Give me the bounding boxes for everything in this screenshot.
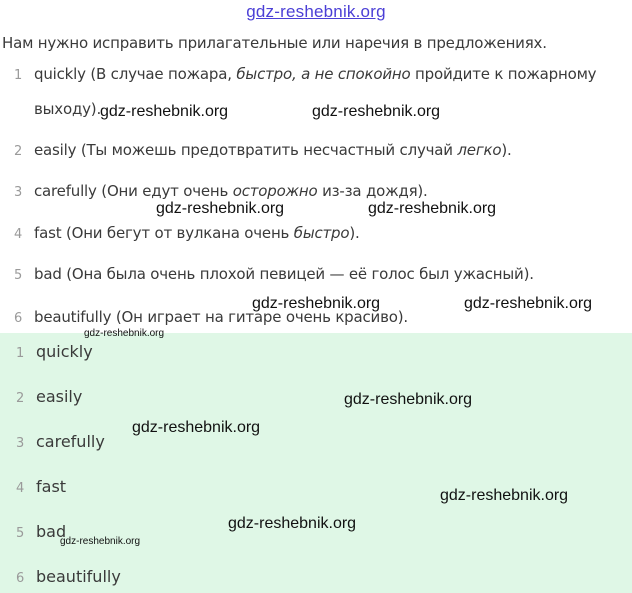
watermark: gdz-reshebnik.org (344, 391, 473, 408)
item-word: bad (34, 265, 62, 283)
item-number: 3 (14, 185, 23, 200)
list-item (14, 259, 534, 291)
list-item (14, 135, 512, 167)
answer-number: 3 (16, 436, 25, 451)
item-text-after: из-за дождя). (317, 182, 428, 200)
item-italic: легко (457, 141, 502, 159)
item-text-after: пройдите к пожарному (410, 65, 597, 83)
item-number: 1 (14, 68, 23, 83)
answer-item (16, 477, 66, 496)
item-number: 4 (14, 227, 23, 242)
item-text: (Они бегут от вулкана очень (61, 224, 294, 242)
answer-word: carefully (36, 432, 105, 451)
item-italic: быстро, а не спокойно (236, 65, 411, 83)
item-number: 2 (14, 144, 23, 159)
answer-item (16, 387, 82, 406)
item-italic: осторожно (232, 182, 318, 200)
watermark: gdz-reshebnik.org (156, 200, 285, 217)
answers-panel (0, 333, 632, 593)
answer-item (16, 432, 105, 451)
answer-number: 2 (16, 391, 25, 406)
site-header-link[interactable]: gdz-reshebnik.org (246, 2, 386, 21)
item-word: easily (34, 141, 77, 159)
list-item-continuation: выходу). (34, 100, 102, 118)
watermark: gdz-reshebnik.org (100, 103, 229, 120)
item-text-after: ). (501, 141, 512, 159)
list-item (14, 59, 596, 91)
item-text: (Они едут очень (96, 182, 233, 200)
list-item (14, 218, 360, 250)
watermark: gdz-reshebnik.org (368, 200, 497, 217)
item-text: (Он играет на гитаре очень красиво). (111, 308, 408, 326)
watermark: gdz-reshebnik.org (464, 295, 593, 312)
answer-number: 1 (16, 346, 25, 361)
answer-number: 4 (16, 481, 25, 496)
answer-word: fast (36, 477, 67, 496)
item-text: (Ты можешь предотвратить несчастный случай (76, 141, 458, 159)
watermark: gdz-reshebnik.org (228, 515, 357, 532)
watermark: gdz-reshebnik.org (60, 536, 141, 547)
watermark: gdz-reshebnik.org (132, 419, 261, 436)
item-word: beautifully (34, 308, 112, 326)
item-text: (Она была очень плохой певицей — её голос был ужасный). (61, 265, 534, 283)
watermark: gdz-reshebnik.org (440, 487, 569, 504)
item-word: fast (34, 224, 62, 242)
task-intro: Нам нужно исправить прилагательные или наречия в предложениях. (2, 34, 547, 52)
item-word: carefully (34, 182, 97, 200)
answer-number: 6 (16, 571, 25, 586)
item-number: 5 (14, 268, 23, 283)
item-text-after: ). (349, 224, 360, 242)
answer-word: bad (36, 522, 67, 541)
watermark: gdz-reshebnik.org (312, 103, 441, 120)
item-number: 6 (14, 311, 23, 326)
answer-item (16, 522, 66, 541)
answer-number: 5 (16, 526, 25, 541)
item-word: quickly (34, 65, 86, 83)
item-text: (В случае пожара, (85, 65, 237, 83)
answer-item (16, 342, 93, 361)
watermark: gdz-reshebnik.org (84, 328, 165, 339)
answer-word: beautifully (36, 567, 121, 586)
watermark: gdz-reshebnik.org (252, 295, 381, 312)
answer-item (16, 567, 121, 586)
answer-word: easily (36, 387, 83, 406)
answer-word: quickly (36, 342, 93, 361)
item-italic: быстро (293, 224, 350, 242)
